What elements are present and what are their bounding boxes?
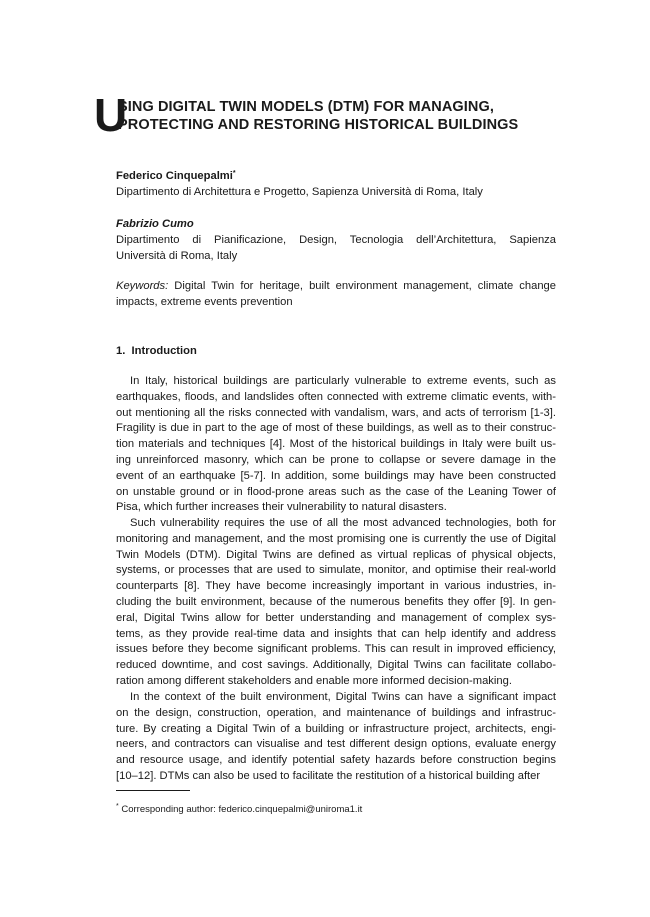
paragraph-line: neers, and contractors can visualise and test different design options, evaluate energy [116,738,556,751]
paragraph-line: In Italy, historical buildings are particularly vulnerable to extreme events, such as [130,375,556,387]
author-2-name: Fabrizio Cumo [116,218,194,230]
keywords [116,279,556,311]
paragraph-line: monitoring and management, and the most promising one is currently the use of Digital [116,532,556,545]
paragraph-line: on unstable ground or in flood-prone areas such as the case of the Leaning Tower of [116,485,556,498]
author-2-affiliation [116,233,556,265]
paragraph-line: Such vulnerability requires the use of all the most advanced technologies, both for [130,517,556,529]
paragraph-line: tems, as they provide real-time data and insights that can help identify and address [116,627,556,640]
paragraph-line: ration among different stakeholders and enable more informed decision-making. [116,674,512,687]
paragraph-line: issues before they become significant problems. This can result in improved efficiency, [116,643,556,656]
paragraph-line: Pisa, which further increases their vulnerability to natural disasters. [116,501,447,514]
author-1-name-row [116,169,236,185]
paragraph-line: ture. By creating a Digital Twin of a building or infrastructure project, architects, engi- [116,722,556,735]
keywords-text-1: Digital Twin for heritage, built environment management, climate change [168,280,556,292]
paragraph-2 [116,516,556,690]
paragraph-3 [116,690,556,785]
paragraph-line: ing unreinforced masonry, which can be prone to collapse or severe damage in the [116,453,556,466]
paragraph-line: In the context of the built environment, Digital Twins can have a significant impact [130,691,556,703]
paragraph-line: earthquakes, floods, and landslides often connected with extreme climatic events, with- [116,390,556,403]
paragraph-line: [10–12]. DTMs can also be used to facilitate the restitution of a historical building after [116,769,541,782]
title-line-2: PROTECTING AND RESTORING HISTORICAL BUILDINGS [118,117,519,133]
paragraph-line: cluding the built environment, because of the numerous benefits they offer [9]. In gen- [116,595,556,608]
keywords-line-2: impacts, extreme events prevention [116,295,293,308]
footnote-marker: * [116,803,119,810]
paragraph-line: Fragility is due in part to the age of most of these buildings, as well as to their construc- [116,422,556,435]
affiliation-line: Università di Roma, Italy [116,249,238,262]
paragraph-line: counterparts [8]. They have become increasingly important in various industries, in- [116,580,556,593]
paragraph-1 [116,374,556,516]
title-dropcap: U [94,89,128,141]
paragraph-line: out mentioning all the risks connected with vandalism, wars, and acts of terrorism [1-3]. [116,406,556,419]
title-line-1: SING DIGITAL TWIN MODELS (DTM) FOR MANAGING, [118,99,494,115]
author-1-marker: * [232,170,236,177]
keywords-line-1 [116,279,556,295]
paragraph-line: tion materials and techniques [4]. Most of the historical buildings in Italy were built us- [116,438,556,451]
paragraph-line: reduced downtime, and cost savings. Additionally, Digital Twins can facilitate collabo- [116,659,556,672]
footnote-text: Corresponding author: federico.cinquepalmi@uniroma1.it [118,804,363,815]
paragraph-line: eral, Digital Twins allow for better understanding and management of complex sys- [116,611,556,624]
paper-title [94,89,574,141]
paragraph-line: and resource usage, and identify potential safety hazards before construction begins [116,754,556,767]
section-heading: 1. Introduction [116,345,197,357]
paragraph-line: Twin Models (DTM). Digital Twins are defined as virtual replicas of physical objects, [116,548,556,561]
author-1-affiliation: Dipartimento di Architettura e Progetto, Sapienza Università di Roma, Italy [116,186,483,198]
footnote-rule [116,790,190,791]
keywords-label: Keywords: [116,280,169,292]
paragraph-line: systems, or processes that are used to simulate, monitor, and optimise their real-world [116,564,556,577]
paragraph-line: event of an earthquake [5-7]. In addition, some buildings may have been constructed [116,469,556,482]
affiliation-line: Dipartimento di Pianificazione, Design, Tecnologia dell’Architettura, Sapienza [116,234,556,246]
author-1-name: Federico Cinquepalmi [116,170,233,182]
footnote [116,804,362,816]
paragraph-line: on the design, construction, operation, and maintenance of buildings and infrastruc- [116,706,556,719]
